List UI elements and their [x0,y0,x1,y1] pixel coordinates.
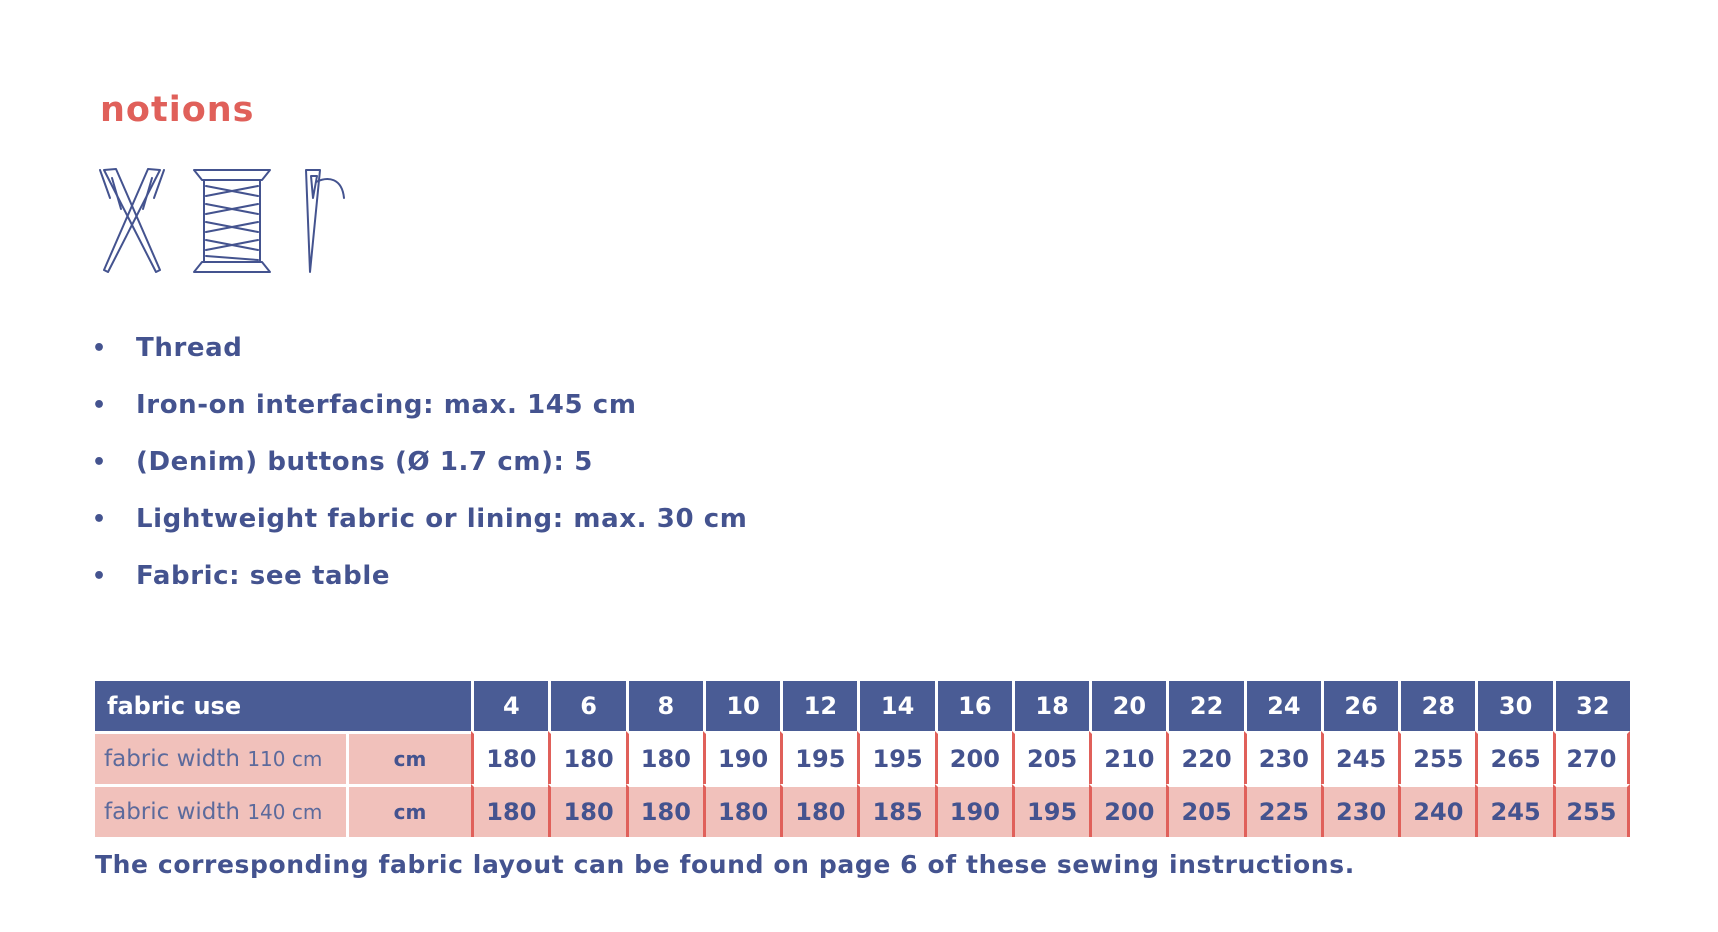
list-item [92,320,748,377]
header-size: 20 [1089,681,1166,731]
table-cell: 195 [857,731,934,784]
table-header-row [95,681,1630,731]
table-cell: 180 [626,731,703,784]
table-cell: 245 [1475,784,1552,837]
header-size: 26 [1321,681,1398,731]
table-cell: 220 [1166,731,1243,784]
header-size: 6 [548,681,625,731]
row-unit: cm [346,731,471,784]
table-row [95,784,1630,837]
list-item [92,377,748,434]
header-size: 24 [1244,681,1321,731]
table-cell: 245 [1321,731,1398,784]
table-cell: 180 [626,784,703,837]
table-cell: 195 [1012,784,1089,837]
list-item [92,548,748,605]
table-cell: 255 [1553,784,1630,837]
header-size: 28 [1398,681,1475,731]
fabric-use-table [95,681,1630,837]
list-item-text: Lightweight fabric or lining: max. 30 cm [136,504,748,534]
table-cell: 200 [1089,784,1166,837]
page-title: notions [100,90,255,130]
row-label [95,731,346,784]
bullet-icon: • [92,450,107,475]
row-unit: cm [346,784,471,837]
bullet-icon: • [92,564,107,589]
header-size: 30 [1475,681,1552,731]
fabric-table-wrap [95,681,1630,837]
table-cell: 205 [1166,784,1243,837]
list-item-text: Iron-on interfacing: max. 145 cm [136,390,637,420]
scissors-icon [98,168,166,274]
bullet-icon: • [92,507,107,532]
header-fabric-use: fabric use [95,681,471,731]
table-cell: 200 [935,731,1012,784]
table-cell: 205 [1012,731,1089,784]
notions-list [92,320,748,605]
header-size: 10 [703,681,780,731]
table-cell: 230 [1244,731,1321,784]
list-item-text: (Denim) buttons (Ø 1.7 cm): 5 [136,447,593,477]
table-cell: 180 [548,784,625,837]
table-cell: 180 [780,784,857,837]
table-cell: 180 [471,784,548,837]
table-cell: 255 [1398,731,1475,784]
thread-spool-icon [192,168,272,274]
table-cell: 265 [1475,731,1552,784]
table-cell: 180 [703,784,780,837]
list-item-text: Fabric: see table [136,561,391,591]
table-cell: 190 [703,731,780,784]
row-label-text: fabric width [104,746,240,772]
table-cell: 195 [780,731,857,784]
table-cell: 180 [471,731,548,784]
list-item-text: Thread [136,333,243,363]
header-size: 12 [780,681,857,731]
table-cell: 225 [1244,784,1321,837]
table-cell: 190 [935,784,1012,837]
row-label-width: 140 cm [247,800,323,824]
header-size: 14 [857,681,934,731]
table-cell: 210 [1089,731,1166,784]
row-label [95,784,346,837]
needle-icon [296,168,348,274]
header-size: 18 [1012,681,1089,731]
table-cell: 240 [1398,784,1475,837]
list-item [92,434,748,491]
header-size: 16 [935,681,1012,731]
table-row [95,731,1630,784]
header-size: 22 [1166,681,1243,731]
header-size: 4 [471,681,548,731]
table-cell: 230 [1321,784,1398,837]
row-label-text: fabric width [104,799,240,825]
table-cell: 180 [548,731,625,784]
header-size: 8 [626,681,703,731]
header-size: 32 [1553,681,1630,731]
table-cell: 270 [1553,731,1630,784]
bullet-icon: • [92,393,107,418]
table-cell: 185 [857,784,934,837]
fabric-layout-note: The corresponding fabric layout can be found on page 6 of these sewing instructions. [95,850,1355,879]
row-label-width: 110 cm [247,747,323,771]
list-item [92,491,748,548]
bullet-icon: • [92,336,107,361]
